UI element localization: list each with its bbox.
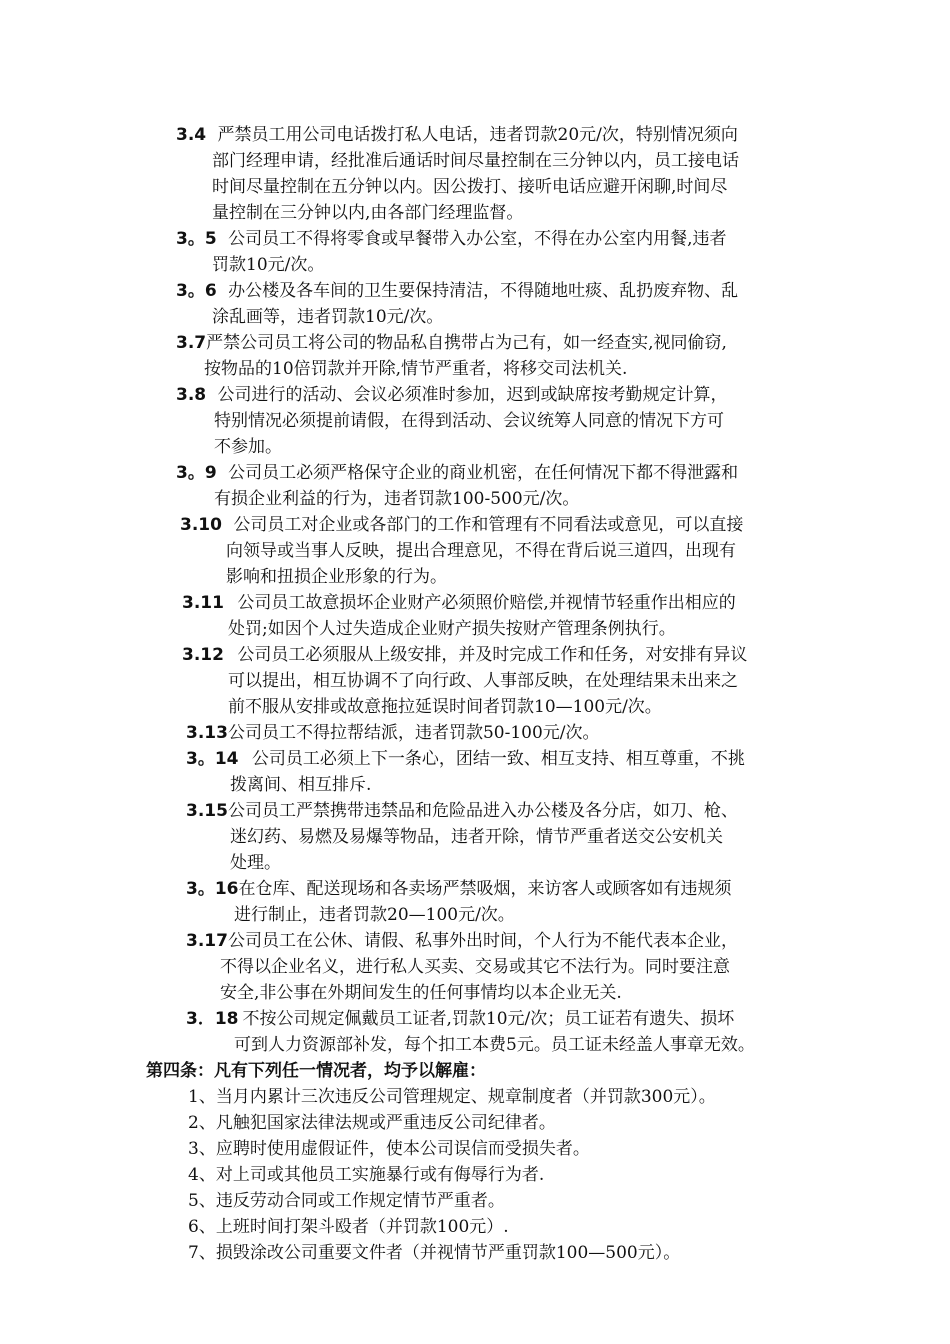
article-text: 进行制止，违者罚款20—100元/次。: [234, 905, 515, 925]
article-line: [186, 930, 738, 952]
article-line: [180, 514, 743, 536]
article-text: 量控制在三分钟以内,由各部门经理监督。: [212, 203, 524, 223]
article-number: 3.12: [182, 645, 224, 665]
article-text: 不参加。: [214, 437, 282, 457]
article-text: 严禁公司员工将公司的物品私自携带占为己有，如一经查实,视同偷窃,: [206, 333, 727, 353]
article-text: 公司员工必须上下一条心，团结一致、相互支持、相互尊重，不挑: [251, 749, 745, 769]
article-text: 罚款10元/次。: [212, 255, 325, 275]
article-text: 前不服从安排或故意拖拉延误时间者罚款10—100元/次。: [228, 697, 662, 717]
article-text: 在仓库、配送现场和各卖场严禁吸烟，来访客人或顾客如有违规须: [238, 879, 732, 899]
article-number: 3.7: [176, 333, 207, 353]
article-text: 办公楼及各车间的卫生要保持清洁，不得随地吐痰、乱扔废弃物、乱: [228, 281, 739, 301]
article-line: [176, 384, 728, 406]
article-text: 可到人力资源部补发，每个扣工本费5元。员工证未经盖人事章无效。: [234, 1035, 755, 1055]
article-line: [182, 592, 736, 614]
article-text: 影响和扭损企业形象的行为。: [226, 567, 447, 587]
article-line: [176, 332, 727, 354]
article-number: 3: [176, 229, 188, 249]
article-text: 可以提出，相互协调不了向行政、人事部反映，在处理结果未出来之: [228, 671, 738, 691]
article-line: 3。9 公司员工必须严格保守企业的商业机密，在任何情况下都不得泄露和: [176, 463, 739, 483]
article-text: 涂乱画等，违者罚款10元/次。: [212, 307, 444, 327]
article-number: 3: [186, 749, 198, 769]
list-item: 3、应聘时使用虚假证件，使本公司误信而受损失者。: [188, 1139, 590, 1159]
article-text: 严禁员工用公司电话拨打私人电话，违者罚款20元/次，特别情况须向: [217, 125, 738, 145]
article-line: [186, 722, 600, 744]
article-text: 特别情况必须提前请假，在得到活动、会议统筹人同意的情况下方可: [214, 411, 724, 431]
article-line: [176, 124, 738, 146]
article-number: 3.15: [186, 801, 228, 821]
article-number: 3.17: [186, 931, 228, 951]
article-text: 处理。: [230, 853, 281, 873]
article-line: 3。5 公司员工不得将零食或早餐带入办公室，不得在办公室内用餐,违者: [176, 229, 727, 249]
article-text: 部门经理申请，经批准后通话时间尽量控制在三分钟以内，员工接电话: [212, 151, 739, 171]
article-line: [186, 800, 738, 822]
list-item: 1、当月内累计三次违反公司管理规定、规章制度者（并罚款300元）。: [188, 1087, 716, 1107]
article-line: 3。14 公司员工必须上下一条心，团结一致、相互支持、相互尊重，不挑: [186, 749, 745, 769]
article-number: 3.10: [180, 515, 222, 535]
article-number: 3.4: [176, 125, 207, 145]
section-heading: 第四条：凡有下列任一情况者，均予以解雇：: [146, 1061, 486, 1081]
list-item: 7、损毁涂改公司重要文件者（并视情节严重罚款100—500元）。: [188, 1243, 681, 1263]
article-text: 公司员工严禁携带违禁品和危险品进入办公楼及各分店，如刀、枪、: [227, 801, 738, 821]
article-text: 安全,非公事在外期间发生的任何事情均以本企业无关.: [220, 983, 622, 1003]
article-number: 3: [186, 1009, 198, 1029]
article-text: 公司员工在公休、请假、私事外出时间，个人行为不能代表本企业，: [227, 931, 738, 951]
list-item: 4、对上司或其他员工实施暴行或有侮辱行为者.: [188, 1165, 545, 1185]
article-text: 不按公司规定佩戴员工证者,罚款10元/次；员工证若有遗失、损坏: [242, 1009, 735, 1029]
article-line: 3。16在仓库、配送现场和各卖场严禁吸烟，来访客人或顾客如有违规须: [186, 879, 732, 899]
list-item: 2、凡触犯国家法律法规或严重违反公司纪律者。: [188, 1113, 556, 1133]
article-text: 公司员工故意损坏企业财产必须照价赔偿,并视情节轻重作出相应的: [237, 593, 736, 613]
article-line: [182, 644, 747, 666]
article-text: 公司员工必须服从上级安排，并及时完成工作和任务，对安排有异议: [237, 645, 748, 665]
article-number: 3.13: [186, 723, 228, 743]
article-number: 3.11: [182, 593, 224, 613]
article-line: 3．18 不按公司规定佩戴员工证者,罚款10元/次；员工证若有遗失、损坏: [186, 1009, 735, 1029]
article-text: 公司员工不得将零食或早餐带入办公室，不得在办公室内用餐,违者: [228, 229, 727, 249]
article-text: 公司员工不得拉帮结派，违者罚款50-100元/次。: [227, 723, 600, 743]
article-text: 按物品的10倍罚款并开除,情节严重者，将移交司法机关.: [204, 359, 628, 379]
article-text: 公司员工对企业或各部门的工作和管理有不同看法或意见，可以直接: [233, 515, 744, 535]
article-text: 不得以企业名义，进行私人买卖、交易或其它不法行为。同时要注意: [220, 957, 730, 977]
article-text: 有损企业利益的行为，违者罚款100-500元/次。: [214, 489, 580, 509]
article-text: 公司员工必须严格保守企业的商业机密，在任何情况下都不得泄露和: [228, 463, 739, 483]
list-item: 6、上班时间打架斗殴者（并罚款100元）.: [188, 1217, 509, 1237]
article-text: 处罚;如因个人过失造成企业财产损失按财产管理条例执行。: [228, 619, 676, 639]
article-line: 3。6 办公楼及各车间的卫生要保持清洁，不得随地吐痰、乱扔废弃物、乱: [176, 281, 739, 301]
article-number: 3: [176, 281, 188, 301]
article-text: 迷幻药、易燃及易爆等物品，违者开除，情节严重者送交公安机关: [230, 827, 723, 847]
article-text: 时间尽量控制在五分钟以内。因公拨打、接听电话应避开闲聊,时间尽: [212, 177, 728, 197]
article-number: 3.8: [176, 385, 207, 405]
list-item: 5、违反劳动合同或工作规定情节严重者。: [188, 1191, 505, 1211]
article-text: 公司进行的活动、会议必须准时参加，迟到或缺席按考勤规定计算，: [217, 385, 728, 405]
article-text: 拨离间、相互排斥.: [230, 775, 372, 795]
article-text: 向领导或当事人反映，提出合理意见，不得在背后说三道四，出现有: [226, 541, 736, 561]
article-number: 3: [176, 463, 188, 483]
article-number: 3: [186, 879, 198, 899]
